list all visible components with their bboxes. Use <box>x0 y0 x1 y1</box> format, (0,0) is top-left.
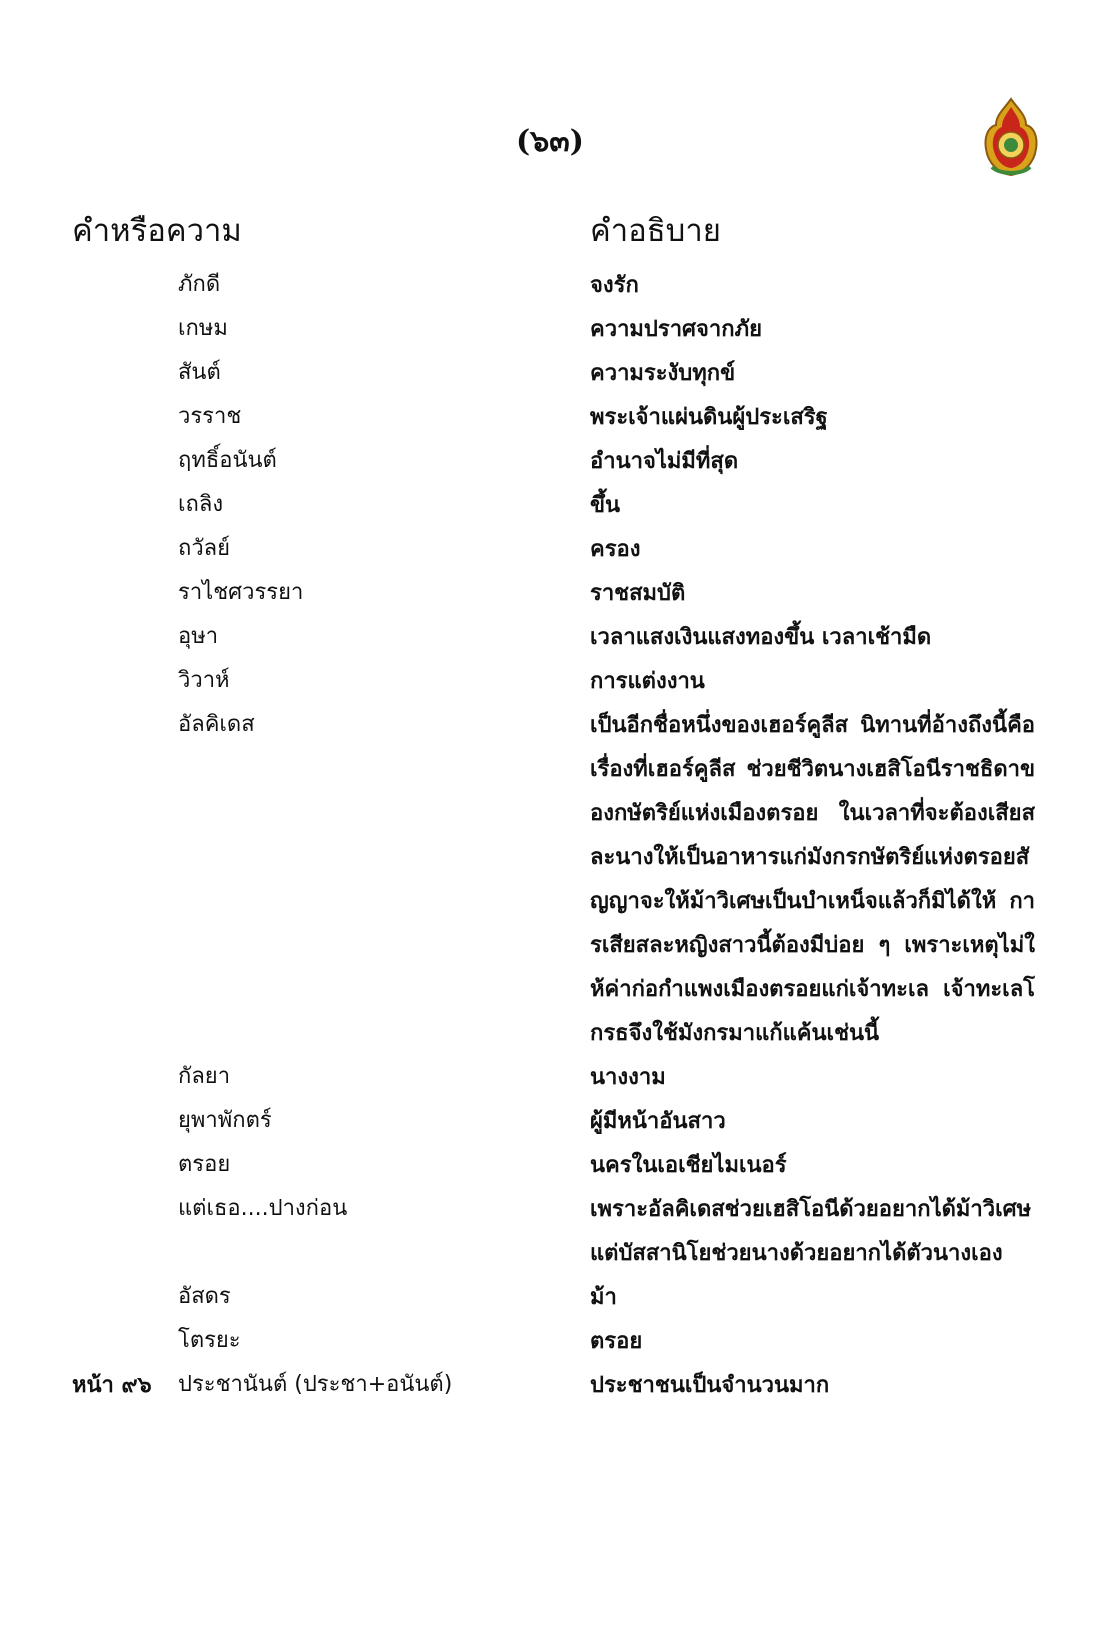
glossary-definition: เป็นอีกชื่อหนึ่งของเฮอร์คูลีส นิทานที่อ้างถึงนี้คือเรื่องที่เฮอร์คูลีส ช่วยชีวิตนางเฮสิโอนีราชธิดาของกษัตริย์แห่งเมืองตรอย ในเวลาที่จะต้องเสียสละนางให้เป็นอาหารแก่มังกรกษัตริย์แห่งตรอยสัญญาจะให้ม้าวิเศษเป็นบำเหน็จแล้วก็มิได้ให้ การเสียสละหญิงสาวนี้ต้องมีบ่อย ๆ เพราะเหตุไม่ให้ค่าก่อกำแพงเมืองตรอยแก่เจ้าทะเล เจ้าทะเลโกรธจึงใช้มังกรมาแก้แค้นเช่นนี้ <box>590 712 1035 1046</box>
glossary-definition: ราชสมบัติ <box>590 580 686 606</box>
glossary-row <box>0 1363 1100 1407</box>
glossary-definition: ผู้มีหน้าอันสาว <box>590 1108 726 1134</box>
glossary-row <box>0 483 1100 527</box>
ministry-emblem-icon <box>982 97 1040 177</box>
glossary-term: เกษม <box>178 316 228 341</box>
glossary-row <box>0 1319 1100 1363</box>
glossary-definition: ขึ้น <box>590 492 621 518</box>
glossary-term: ประชานันต์ (ประชา+อนันต์) <box>178 1372 453 1397</box>
glossary-definition: ความระงับทุกข์ <box>590 360 736 386</box>
page-reference: หน้า ๙๖ <box>72 1372 152 1398</box>
glossary-row <box>0 1143 1100 1187</box>
glossary-definition: เพราะอัลคิเดสช่วยเฮสิโอนีด้วยอยากได้ม้าวิเศษ แต่บัสสานิโยช่วยนางด้วยอยากได้ตัวนางเอง <box>590 1196 1032 1266</box>
glossary-definition: ประชาชนเป็นจำนวนมาก <box>590 1372 830 1398</box>
glossary-definition: พระเจ้าแผ่นดินผู้ประเสริฐ <box>590 404 828 430</box>
glossary-term: เถลิง <box>178 492 224 517</box>
glossary-definition: นครในเอเชียไมเนอร์ <box>590 1152 787 1178</box>
glossary-row <box>0 1187 1100 1275</box>
glossary-term: อุษา <box>178 624 219 649</box>
glossary-row <box>0 1099 1100 1143</box>
glossary-list <box>0 263 1100 1407</box>
glossary-term: ราไชศวรรยา <box>178 580 304 605</box>
glossary-term: อัสดร <box>178 1284 231 1309</box>
glossary-row <box>0 263 1100 307</box>
glossary-row <box>0 307 1100 351</box>
header-term: คำหรือความ <box>72 213 242 249</box>
glossary-definition: ความปราศจากภัย <box>590 316 762 342</box>
glossary-term: ถวัลย์ <box>178 536 231 561</box>
glossary-definition: จงรัก <box>590 272 639 298</box>
glossary-definition: อำนาจไม่มีที่สุด <box>590 448 739 474</box>
glossary-row <box>0 1055 1100 1099</box>
glossary-term: อัลคิเดส <box>178 712 255 737</box>
header-definition: คำอธิบาย <box>590 213 721 249</box>
glossary-term: โตรยะ <box>178 1328 241 1353</box>
glossary-row <box>0 615 1100 659</box>
glossary-row <box>0 527 1100 571</box>
glossary-row <box>0 571 1100 615</box>
glossary-term: วรราช <box>178 404 242 429</box>
glossary-term: สันต์ <box>178 360 221 385</box>
glossary-term: ภักดี <box>178 272 221 297</box>
glossary-definition: ครอง <box>590 536 641 562</box>
glossary-term: แต่เธอ....ปางก่อน <box>178 1196 348 1221</box>
glossary-row <box>0 351 1100 395</box>
glossary-term: ยุพาพักตร์ <box>178 1108 272 1133</box>
glossary-term: กัลยา <box>178 1064 231 1089</box>
glossary-definition: เวลาแสงเงินแสงทองขึ้น เวลาเช้ามืด <box>590 624 932 650</box>
glossary-term: วิวาห์ <box>178 668 230 693</box>
glossary-definition: ม้า <box>590 1284 617 1310</box>
glossary-term: ฤทธิ์อนันต์ <box>178 448 277 473</box>
glossary-term: ตรอย <box>178 1152 231 1177</box>
glossary-definition: การแต่งงาน <box>590 668 705 694</box>
glossary-definition: ตรอย <box>590 1328 643 1354</box>
glossary-row <box>0 659 1100 703</box>
glossary-definition: นางงาม <box>590 1064 666 1090</box>
glossary-row <box>0 395 1100 439</box>
page-number: (๖๓) <box>516 124 584 159</box>
glossary-row <box>0 439 1100 483</box>
glossary-row <box>0 703 1100 1055</box>
glossary-row <box>0 1275 1100 1319</box>
